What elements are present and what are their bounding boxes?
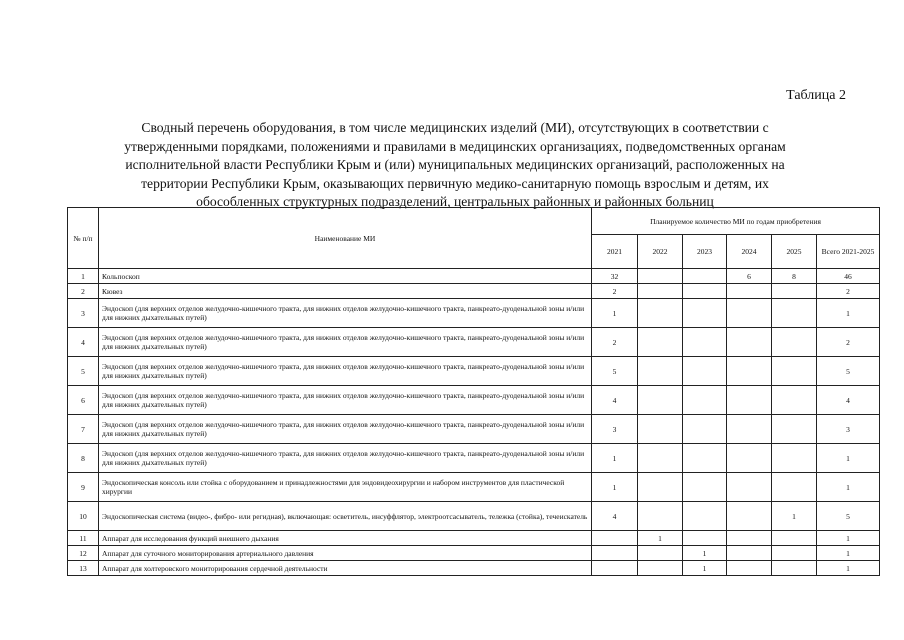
cell-2025	[772, 444, 817, 473]
row-name: Эндоскопическая консоль или стойка с оборудованием и принадлежностями для эндовидеохирургии и набором инструментов для пластической хирургии	[99, 473, 592, 502]
cell-total: 46	[817, 269, 880, 284]
row-number: 10	[68, 502, 99, 531]
cell-2023	[683, 299, 727, 328]
cell-2023	[683, 269, 727, 284]
row-name: Эндоскоп (для верхних отделов желудочно-кишечного тракта, для нижних отделов желудочно-кишечного тракта, панкреато-дуоденальной зоны и/или для нижних дыхательных путей)	[99, 386, 592, 415]
cell-2021: 2	[592, 328, 638, 357]
cell-2025	[772, 328, 817, 357]
table-row	[68, 284, 880, 299]
cell-2022	[638, 473, 683, 502]
row-name: Эндоскопическая система (видео-, фибро- или регидная), включающая: осветитель, инсуффлятор, электроотсасыватель, тележка (стойка), течеискатель	[99, 502, 592, 531]
row-name: Эндоскоп (для верхних отделов желудочно-кишечного тракта, для нижних отделов желудочно-кишечного тракта, панкреато-дуоденальной зоны и/или для нижних дыхательных путей)	[99, 328, 592, 357]
cell-2021: 1	[592, 299, 638, 328]
row-number: 12	[68, 546, 99, 561]
cell-2021: 2	[592, 284, 638, 299]
row-number: 8	[68, 444, 99, 473]
row-name: Эндоскоп (для верхних отделов желудочно-кишечного тракта, для нижних отделов желудочно-кишечного тракта, панкреато-дуоденальной зоны и/или для нижних дыхательных путей)	[99, 299, 592, 328]
row-name: Аппарат для холтеровского мониторирования сердечной деятельности	[99, 561, 592, 576]
cell-2022: 1	[638, 531, 683, 546]
header-total: Всего 2021-2025	[817, 235, 880, 269]
header-year: 2024	[727, 235, 772, 269]
cell-2021	[592, 546, 638, 561]
cell-2025	[772, 546, 817, 561]
row-number: 9	[68, 473, 99, 502]
row-number: 4	[68, 328, 99, 357]
cell-total: 1	[817, 299, 880, 328]
cell-2023: 1	[683, 546, 727, 561]
row-name: Эндоскоп (для верхних отделов желудочно-кишечного тракта, для нижних отделов желудочно-кишечного тракта, панкреато-дуоденальной зоны и/или для нижних дыхательных путей)	[99, 415, 592, 444]
cell-2025	[772, 531, 817, 546]
row-number: 6	[68, 386, 99, 415]
header-name: Наименование МИ	[99, 208, 592, 269]
cell-2025	[772, 473, 817, 502]
cell-2024	[727, 328, 772, 357]
row-name: Аппарат для исследования функций внешнего дыхания	[99, 531, 592, 546]
cell-2025	[772, 415, 817, 444]
cell-2024	[727, 444, 772, 473]
cell-2025	[772, 386, 817, 415]
table-row	[68, 473, 880, 502]
header-row	[68, 208, 880, 235]
row-name: Эндоскоп (для верхних отделов желудочно-кишечного тракта, для нижних отделов желудочно-кишечного тракта, панкреато-дуоденальной зоны и/или для нижних дыхательных путей)	[99, 357, 592, 386]
cell-total: 4	[817, 386, 880, 415]
cell-2024: 6	[727, 269, 772, 284]
cell-2022	[638, 415, 683, 444]
cell-2023: 1	[683, 561, 727, 576]
row-number: 13	[68, 561, 99, 576]
header-year: 2022	[638, 235, 683, 269]
cell-2021: 5	[592, 357, 638, 386]
cell-2023	[683, 502, 727, 531]
cell-total: 5	[817, 502, 880, 531]
header-year: 2025	[772, 235, 817, 269]
table-row	[68, 299, 880, 328]
cell-2024	[727, 502, 772, 531]
cell-total: 1	[817, 546, 880, 561]
header-year: 2021	[592, 235, 638, 269]
row-number: 7	[68, 415, 99, 444]
cell-2023	[683, 357, 727, 386]
cell-2021: 3	[592, 415, 638, 444]
cell-2024	[727, 531, 772, 546]
table-row	[68, 328, 880, 357]
cell-total: 5	[817, 357, 880, 386]
table-row	[68, 531, 880, 546]
cell-2025	[772, 561, 817, 576]
cell-2022	[638, 284, 683, 299]
cell-2022	[638, 444, 683, 473]
cell-2021: 1	[592, 473, 638, 502]
cell-2025	[772, 299, 817, 328]
cell-2024	[727, 284, 772, 299]
cell-total: 1	[817, 531, 880, 546]
title-line: утвержденными порядками, положениями и правилами в медицинских организациях, подведомственных органам	[124, 138, 786, 154]
header-year: 2023	[683, 235, 727, 269]
cell-2024	[727, 415, 772, 444]
cell-2022	[638, 386, 683, 415]
cell-total: 3	[817, 415, 880, 444]
cell-2023	[683, 444, 727, 473]
table-row	[68, 502, 880, 531]
cell-2023	[683, 284, 727, 299]
row-number: 11	[68, 531, 99, 546]
cell-2024	[727, 299, 772, 328]
cell-2024	[727, 561, 772, 576]
row-name: Эндоскоп (для верхних отделов желудочно-кишечного тракта, для нижних отделов желудочно-кишечного тракта, панкреато-дуоденальной зоны и/или для нижних дыхательных путей)	[99, 444, 592, 473]
cell-2022	[638, 328, 683, 357]
cell-total: 1	[817, 561, 880, 576]
cell-2024	[727, 386, 772, 415]
cell-2021: 1	[592, 444, 638, 473]
cell-2021	[592, 561, 638, 576]
table-row	[68, 415, 880, 444]
cell-2023	[683, 415, 727, 444]
title-line: обособленных структурных подразделений, центральных районных и районных больниц	[196, 194, 714, 209]
table-row	[68, 357, 880, 386]
title-line: исполнительной власти Республики Крым и (или) муниципальных медицинских организаций, расположенных на	[125, 157, 785, 172]
cell-2021: 32	[592, 269, 638, 284]
cell-total: 2	[817, 328, 880, 357]
table-row	[68, 546, 880, 561]
cell-2023	[683, 531, 727, 546]
cell-2023	[683, 328, 727, 357]
cell-2023	[683, 473, 727, 502]
title-line: территории Республики Крым, оказывающих первичную медико-санитарную помощь взрослым и детям, их	[141, 175, 769, 191]
cell-2024	[727, 357, 772, 386]
cell-2021: 4	[592, 386, 638, 415]
header-number: № п/п	[68, 208, 99, 269]
row-number: 1	[68, 269, 99, 284]
table-row	[68, 444, 880, 473]
row-number: 2	[68, 284, 99, 299]
row-name: Аппарат для суточного мониторирования артериального давления	[99, 546, 592, 561]
cell-2022	[638, 269, 683, 284]
row-number: 5	[68, 357, 99, 386]
table-row	[68, 386, 880, 415]
cell-2022	[638, 546, 683, 561]
equipment-table	[67, 207, 880, 576]
table-row	[68, 269, 880, 284]
cell-2025	[772, 357, 817, 386]
cell-2024	[727, 473, 772, 502]
cell-2022	[638, 357, 683, 386]
header-plan: Планируемое количество МИ по годам приобретения	[592, 208, 880, 235]
cell-2021: 4	[592, 502, 638, 531]
cell-2022	[638, 561, 683, 576]
cell-2024	[727, 546, 772, 561]
row-number: 3	[68, 299, 99, 328]
cell-total: 1	[817, 473, 880, 502]
table-row	[68, 561, 880, 576]
cell-2021	[592, 531, 638, 546]
title-line: Сводный перечень оборудования, в том числе медицинских изделий (МИ), отсутствующих в соответствии с	[141, 120, 769, 135]
row-name: Кювез	[99, 284, 592, 299]
cell-total: 2	[817, 284, 880, 299]
cell-2022	[638, 502, 683, 531]
cell-2022	[638, 299, 683, 328]
cell-total: 1	[817, 444, 880, 473]
cell-2025: 1	[772, 502, 817, 531]
document-title	[80, 119, 830, 212]
cell-2025	[772, 284, 817, 299]
table-label: Таблица 2	[786, 88, 846, 103]
cell-2023	[683, 386, 727, 415]
cell-2025: 8	[772, 269, 817, 284]
row-name: Кольпоскоп	[99, 269, 592, 284]
